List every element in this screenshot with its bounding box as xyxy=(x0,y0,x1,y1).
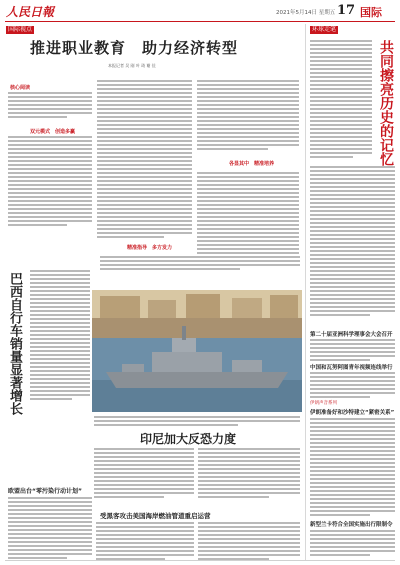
bottom-rule xyxy=(5,560,395,561)
bottom-center-text-1 xyxy=(96,522,194,562)
essay-text-2 xyxy=(310,166,395,318)
side-article-text xyxy=(30,270,90,402)
brief-2-headline: 中国和瓦努阿图青年视频连线举行 xyxy=(310,365,393,371)
brief-1-text xyxy=(310,339,395,363)
subhead-2: 各显其中 精准培养 xyxy=(229,161,275,167)
masthead-rule xyxy=(5,21,395,22)
bottom-center-text-2 xyxy=(198,522,300,562)
main-headline: 推进职业教育 助力经济转型 xyxy=(30,39,239,57)
brief-1-headline: 第二十届亚洲科学理事会大会召开 xyxy=(310,332,393,338)
main-col-2 xyxy=(97,80,192,240)
bottom-text-1 xyxy=(94,448,194,500)
issue-date: 2021年5月14日 星期五 xyxy=(276,10,336,16)
brief-2-text xyxy=(310,372,395,400)
subhead-3: 精准指导 多方发力 xyxy=(127,245,173,251)
section-tag-right: 环球走笔 xyxy=(312,26,337,33)
bottom-headline: 印尼加大反恐力度 xyxy=(140,432,237,446)
brief-4-text xyxy=(310,530,395,558)
subhead-1: 双元模式 创造多赢 xyxy=(30,129,76,135)
bottom-left-text xyxy=(8,497,92,561)
main-col-3b xyxy=(197,172,299,264)
bottom-text-2 xyxy=(198,448,300,500)
newspaper-logo: 人民日報 xyxy=(6,5,55,19)
photo-overlay-title xyxy=(94,292,95,293)
brief-3-headline: 伊朗准备好和沙特建立“紧密关系” xyxy=(310,410,395,416)
masthead xyxy=(0,0,400,22)
main-col-3 xyxy=(197,80,299,152)
brief-4-headline: 新型兰卡符合全国实施出行限制令 xyxy=(310,522,393,528)
photo-caption xyxy=(94,416,300,428)
main-col-1 xyxy=(8,136,92,228)
essay-text xyxy=(310,40,372,160)
main-col-4 xyxy=(100,256,300,272)
lead-title: 核心阅读 xyxy=(10,85,31,91)
bottom-left-headline: 欧盟出台“零污染行动计划” xyxy=(8,488,82,495)
main-byline: 本报记者 吴 刚 叶 琦 谢 佳 xyxy=(108,63,156,68)
bottom-center-headline: 受黑客攻击美国海岸燃油管道重启运营 xyxy=(100,512,211,520)
ship-photo-image xyxy=(92,290,302,412)
brief-3-text xyxy=(310,418,395,518)
lead-text xyxy=(8,92,92,120)
section-tag-left: 国际视点 xyxy=(8,26,33,33)
right-column-rule xyxy=(305,24,306,560)
ship-photo xyxy=(92,290,302,412)
series-label: 伊朗声音系列 xyxy=(310,401,337,406)
page-number: 17 xyxy=(337,3,356,18)
side-headline: 巴西自行车销量显著增长 xyxy=(7,272,22,415)
essay-title: 共同擦亮历史的记忆 xyxy=(378,40,394,166)
section-name: 国际 xyxy=(360,6,382,19)
